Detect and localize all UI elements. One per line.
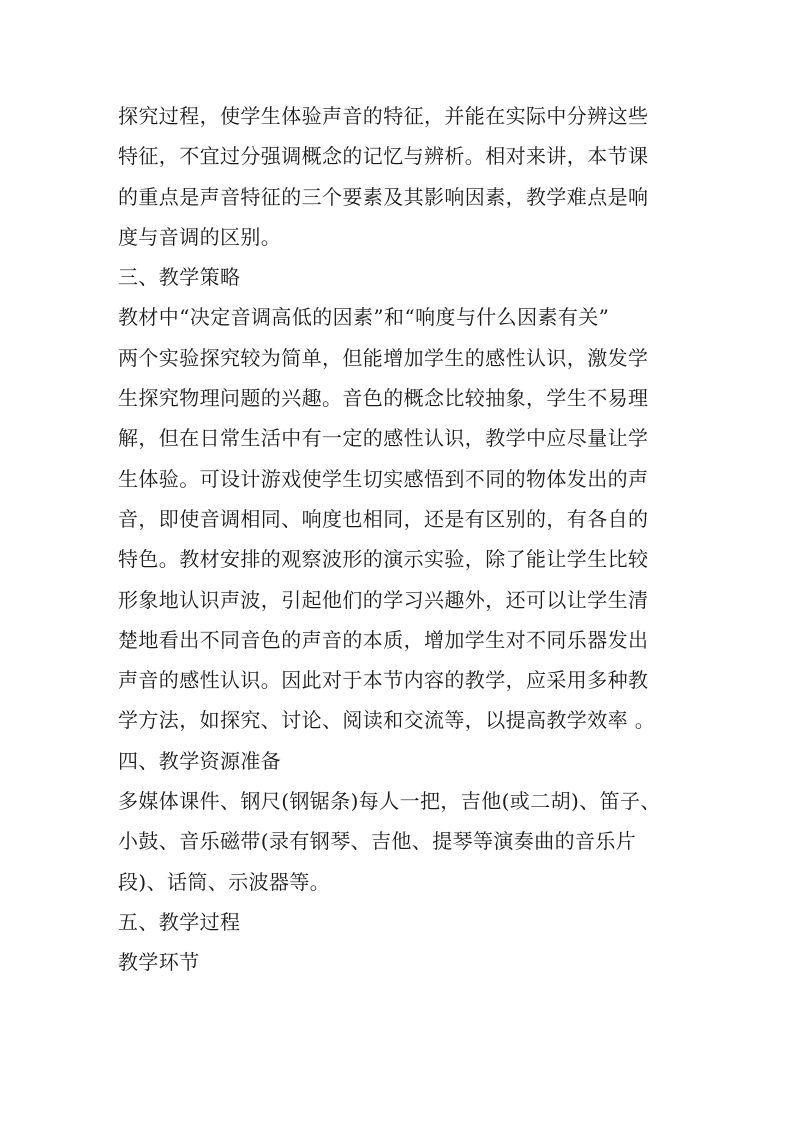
section-heading-teaching-resources: 四、教学资源准备	[118, 748, 282, 773]
paragraph-line: 生体验。可设计游戏使学生切实感悟到不同的物体发出的声	[118, 466, 649, 491]
paragraph-line: 形象地认识声波，引起他们的学习兴趣外，还可以让学生清	[118, 587, 649, 612]
subheading-teaching-stage: 教学环节	[118, 950, 200, 975]
paragraph-line: 小鼓、音乐磁带(录有钢琴、吉他、提琴等演奏曲的音乐片	[118, 829, 637, 854]
paragraph-line: 特征，不宜过分强调概念的记忆与辨析。相对来讲，本节课	[118, 144, 649, 169]
section-heading-teaching-process: 五、教学过程	[118, 909, 241, 934]
paragraph-line: 楚地看出不同音色的声音的本质，增加学生对不同乐器发出	[118, 627, 649, 652]
paragraph-line: 解，但在日常生活中有一定的感性认识，教学中应尽量让学	[118, 426, 649, 451]
paragraph-line: 度与音调的区别。	[118, 224, 282, 249]
paragraph-line: 多媒体课件、钢尺(钢锯条)每人一把，吉他(或二胡)、笛子、	[118, 789, 661, 814]
paragraph-line: 特色。教材安排的观察波形的演示实验，除了能让学生比较	[118, 547, 649, 572]
section-heading-teaching-strategy: 三、教学策略	[118, 265, 241, 290]
paragraph-line: 两个实验探究较为简单，但能增加学生的感性认识，激发学	[118, 345, 649, 370]
paragraph-line: 生探究物理问题的兴趣。音色的概念比较抽象，学生不易理	[118, 386, 649, 411]
paragraph-line: 教材中“决定音调高低的因素”和“响度与什么因素有关”	[118, 305, 610, 330]
paragraph-line: 段)、话筒、示波器等。	[118, 869, 331, 894]
document-body	[118, 96, 678, 983]
paragraph-line: 探究过程，使学生体验声音的特征，并能在实际中分辨这些	[118, 104, 649, 128]
paragraph-line: 的重点是声音特征的三个要素及其影响因素，教学难点是响	[118, 184, 649, 209]
paragraph-line: 学方法，如探究、讨论、阅读和交流等，以提高教学效率 。	[118, 708, 656, 733]
paragraph-line: 音，即使音调相同、响度也相同，还是有区别的，有各自的	[118, 506, 649, 531]
paragraph-line: 声音的感性认识。因此对于本节内容的教学，应采用多种教	[118, 668, 649, 693]
